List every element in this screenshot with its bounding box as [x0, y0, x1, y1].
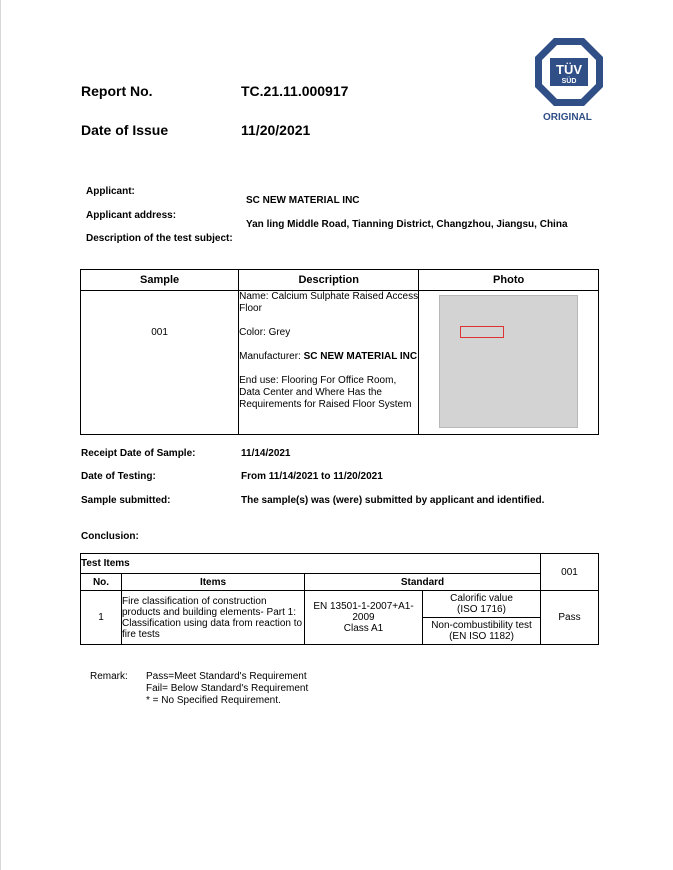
test-results-table	[80, 553, 599, 645]
sample-id: 001	[151, 327, 168, 338]
sample-submitted-value: The sample(s) was (were) submitted by applicant and identified.	[241, 495, 545, 506]
date-of-issue-value: 11/20/2021	[241, 122, 311, 138]
row-method-noncombustibility: Non-combustibility test (EN ISO 1182)	[423, 618, 541, 645]
testing-date-value: From 11/14/2021 to 11/20/2021	[241, 471, 383, 482]
row-no: 1	[81, 591, 122, 645]
receipt-date-value: 11/14/2021	[241, 448, 291, 459]
date-of-issue-label: Date of Issue	[81, 122, 169, 138]
conclusion-label: Conclusion:	[81, 531, 139, 542]
applicant-label: Applicant:	[86, 186, 135, 197]
remark-no-requirement: * = No Specified Requirement.	[146, 695, 281, 706]
col-standard-header: Standard	[305, 574, 541, 591]
tuv-sud-logo	[533, 36, 605, 108]
remark-pass: Pass=Meet Standard's Requirement	[146, 671, 307, 682]
original-stamp: ORIGINAL	[543, 112, 592, 123]
logo-mark-bottom: SÜD	[561, 78, 577, 85]
remark-label: Remark:	[90, 671, 128, 682]
sample-column-header: 001	[541, 554, 599, 591]
description-header: Description	[239, 270, 419, 291]
applicant-address-label: Applicant address:	[86, 210, 177, 221]
table-row	[81, 591, 599, 618]
sample-photo	[439, 295, 578, 428]
page-edge	[0, 0, 1, 870]
test-subject-label: Description of the test subject:	[86, 233, 233, 244]
row-item: Fire classification of construction products and building elements- Part 1: Classification using data from reaction to fire tests	[122, 591, 305, 645]
row-method-calorific: Calorific value (ISO 1716)	[423, 591, 541, 618]
description-color: Color: Grey	[239, 327, 291, 338]
sample-table	[80, 269, 599, 435]
description-end-use: End use: Flooring For Office Room, Data Center and Where Has the Requirements for Raised Floor System	[239, 375, 412, 410]
testing-date-label: Date of Testing:	[81, 471, 156, 482]
report-no-label: Report No.	[81, 83, 153, 99]
manufacturer-label: Manufacturer:	[239, 351, 304, 362]
col-items-header: Items	[122, 574, 305, 591]
manufacturer-value: SC NEW MATERIAL INC	[303, 351, 418, 362]
applicant-name: SC NEW MATERIAL INC	[246, 195, 360, 206]
sample-submitted-label: Sample submitted:	[81, 495, 171, 506]
report-no-value: TC.21.11.000917	[241, 83, 349, 99]
applicant-address: Yan ling Middle Road, Tianning District, Changzhou, Jiangsu, China	[246, 219, 568, 230]
col-no-header: No.	[81, 574, 122, 591]
photo-header: Photo	[419, 270, 599, 291]
sample-header: Sample	[81, 270, 239, 291]
photo-label-tag	[460, 326, 504, 338]
description-manufacturer	[239, 351, 418, 363]
description-name: Name: Calcium Sulphate Raised Access Floor	[239, 291, 419, 314]
logo-mark-top: TÜV	[556, 62, 582, 77]
row-standard: EN 13501-1-2007+A1-2009 Class A1	[305, 591, 423, 645]
row-result: Pass	[541, 591, 599, 645]
receipt-date-label: Receipt Date of Sample:	[81, 448, 196, 459]
test-items-label: Test Items	[81, 554, 541, 574]
remark-fail: Fail= Below Standard's Requirement	[146, 683, 309, 694]
